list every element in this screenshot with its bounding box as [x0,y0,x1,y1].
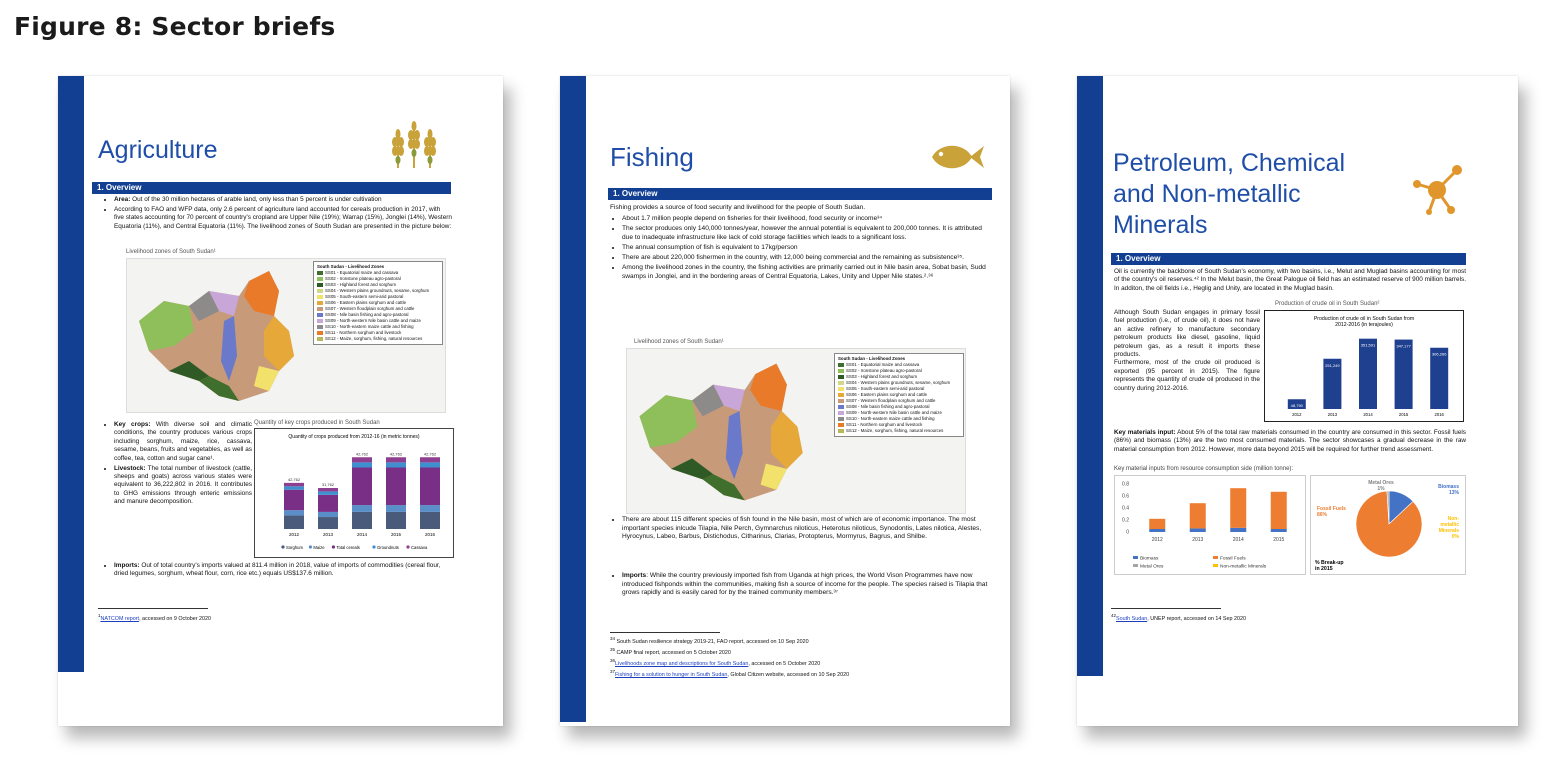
legend-swatch [838,381,844,385]
crude-caption: Production of crude oil in South Sudan² [1275,301,1380,307]
bar-segment [284,510,304,515]
y-tick-label: 0.8 [1122,481,1129,488]
legend-swatch [372,545,375,548]
legend-swatch [838,423,844,427]
data-label: 42,762 [423,451,437,457]
bullet-fishermen: • There are about 220,000 fishermen in the country, with 12,000 being commercial and the remaining as subsistence³⁵. [622,254,994,263]
bar-segment [386,505,406,512]
agri-top-text [102,196,452,233]
data-label: 251,249 [1325,362,1340,368]
bullet-imports: • Imports: Out of total country's imports valued at 811.4 million in 2018, value of imports of commodities (cereal flour, dried legumes, sorghum, wheat flour, corn, rice etc.) equals US$137.6 million. [114,562,452,579]
bar-segment [420,468,440,506]
legend-swatch [317,319,323,323]
legend-label: SS11 - Northern sorghum and livestock [846,422,923,427]
footnote: $^{35}$ CAMP final report, accessed on 5 October 2020 [610,647,731,656]
footnote: $^1$NATCOM report, accessed on 9 October 2020 [98,613,211,622]
data-label: 42,762 [287,476,301,482]
bar-segment [352,512,372,529]
slice-label: 1% [1377,486,1385,492]
legend-swatch [838,417,844,421]
legend-swatch [281,545,284,548]
bar-segment [318,512,338,517]
bar-segment [352,468,372,506]
bar-segment [284,515,304,529]
material-pie-chart-svg [1311,476,1465,574]
legend-swatch [406,545,409,548]
legend-label: SS02 - Ironstone plateau agro-pastoral [846,368,922,373]
slice-label: Metal Ores [1368,480,1394,486]
legend-swatch [838,363,844,367]
south-sudan-map-graphic [129,261,319,411]
legend-swatch [838,411,844,415]
footnote-rule [98,608,208,609]
bar-segment [386,462,406,467]
bar-segment [386,512,406,529]
legend-swatch [332,545,335,548]
petroleum-intro: Oil is currently the backbone of South Sudan's economy, with two basins, i.e., Melut and Muglad basins accounting for most of the country's oil reserves.⁴² In the Melut basin, the Great Palogue oil field has an estimated reserve of 900 million barrels. In additon, the oil fields i.e., Heglig and Unity, are located in the Muglad basin. [1114,268,1466,292]
south-sudan-map-graphic [629,352,829,512]
legend-label: SS10 - North-eastern maize cattle and fishing [846,416,935,421]
x-tick-label: 2016 [424,532,436,537]
map-legend: South Sudan - Livelihood Zones SS01 - Equatorial maize and cassava SS02 - Ironstone plateau agro-pastoral SS03 - Highland forest and sorghum SS04 - Western plains groundnuts, sesame, sorghum SS05 - South-eastern semi-arid pastoral SS06 - Eastern plains sorghum and cattle SS07 - Western floodplain sorghum and cattle SS08 - Nile basin fishing and agro-pastoral SS09 - North-western Nile basin cattle and maize SS10 - North-eastern maize cattle and fishing SS11 - Northern sorghum and livestock SS12 - Maize, sorghum, fishing, natural resources [834,353,964,437]
y-tick-label: 0.2 [1122,517,1129,524]
x-tick-label: 2014 [356,532,368,537]
slice-label: 86% [1317,512,1328,518]
legend-swatch [1133,564,1138,567]
bar-segment [1271,492,1287,529]
global-citizen-link[interactable]: Fishing for a solution to hunger in South Sudan [615,672,728,679]
petroleum-page [1077,76,1518,726]
fish-icon [930,140,986,174]
data-label: 347,177 [1396,343,1411,349]
legend-label: SS06 - Eastern plains sorghum and cattle [325,300,407,305]
fishing-page [560,76,1010,726]
legend-swatch [317,313,323,317]
bar-segment [284,490,304,510]
bar-segment [420,505,440,512]
legend-label: SS07 - Western floodplain sorghum and cattle [325,306,415,311]
legend-label: SS07 - Western floodplain sorghum and cattle [846,398,936,403]
fishing-intro: Fishing provides a source of food security and livelihood for the people of South Sudan. [610,204,866,211]
bullet-consumption: • The annual consumption of fish is equivalent to 17kg/person [622,244,994,253]
map-caption: Livelihood zones of South Sudan¹ [634,339,724,345]
bullet-zones: • Among the livelihood zones in the country, the fishing activities are primarily carried out in Nile basin area, Sobat basin, Sudd swamps in Jonglei, and in the bordering areas of Central Equatoria, Lakes, Unity and Upper Nile states.²˒³⁶ [622,264,994,281]
bar-segment [318,488,338,491]
bar-segment [352,505,372,512]
x-tick-label: 2013 [1192,537,1204,543]
legend-swatch [317,289,323,293]
legend-label: SS01 - Equatorial maize and cassava [325,270,399,275]
legend-swatch [317,277,323,281]
slice-label: 0% [1451,534,1459,540]
footnote-rule [1111,608,1221,609]
y-tick-label: 0.6 [1122,493,1129,500]
data-label: 42,762 [389,451,403,457]
bar-segment [1271,529,1287,532]
molecule-icon [1407,158,1471,222]
legend-swatch [309,545,312,548]
bar-segment [420,512,440,529]
x-tick-label: 2014 [1232,537,1244,543]
data-label: 42,762 [355,451,369,457]
material-inputs-chart [1114,475,1306,575]
bar-segment [1149,519,1165,529]
legend-swatch [317,271,323,275]
bar-segment [284,483,304,486]
legend-label: Total cereals [336,544,360,550]
bullet-species: • There are about 115 different species of fish found in the Nile basin, most of which are of economic importance. The most important species inlcude Tilapia, Nile Perch, Gymnarchus niloticus, Heterotus niloticus, Synodontis, Lates nilotica, Alestes, Hyrocynus, Labeo, Barbus, Distichodus, Citharinus, Clarias, Protopterus, Mormyrus, Bagrus, and Shilbe. [622,516,994,542]
bar-segment [352,457,372,462]
legend-swatch [838,393,844,397]
bar-segment [420,462,440,467]
legend-label: SS04 - Western plains groundnuts, sesame, sorghum [325,288,430,293]
section-header: 1. Overview [608,188,992,200]
slice-label: 13% [1448,490,1459,496]
x-tick-label: 2016 [1434,412,1444,417]
legend-label: SS05 - South-eastern semi-arid pastoral [846,386,925,391]
legend-swatch [317,301,323,305]
chart-title: % Break-up [1315,560,1344,566]
legend-label: Fossil Fuels [1220,556,1246,562]
section-header: 1. Overview [1111,253,1466,265]
map-legend: South Sudan - Livelihood Zones SS01 - Equatorial maize and cassava SS02 - Ironstone plateau agro-pastoral SS03 - Highland forest and sorghum SS04 - Western plains groundnuts, sesame, sorghum SS05 - South-eastern semi-arid pastoral SS06 - Eastern plains sorghum and cattle SS07 - Western floodplain sorghum and cattle SS08 - Nile basin fishing and agro-pastoral SS09 - North-western Nile basin cattle and maize SS10 - North-eastern maize cattle and fishing SS11 - Northern sorghum and livestock SS12 - Maize, sorghum, fishing, natural resources [313,261,443,345]
legend-label: SS12 - Maize, sorghum, fishing, natural resources [846,428,944,433]
material-caption: Key material inputs from resource consumption side (million tonne): [1114,466,1294,472]
bar [1430,348,1448,409]
legend-swatch [838,375,844,379]
fishing-top-text [610,215,994,283]
x-tick-label: 2012 [1292,412,1302,417]
legend-label: Sorghum [286,544,303,550]
legend-label: SS08 - Nile basin fishing and agro-pastoral [325,312,409,317]
bar-segment [318,491,338,494]
legend-swatch [317,283,323,287]
petroleum-left-col: Although South Sudan engages in primary fossil fuel production (i.e., of crude oil), it does not have an active refinery to manufacture secondary petroleum products like diesel, gasoline, liquid petroleum gas, as a result it imports these products. Furthermore, most of the crude oil produced is exported (95 percent in 2015). The figure represents the quantity of crude oil produced in the country during 2012-2016. [1114,309,1260,392]
legend-label: Metal Ores [1140,564,1164,570]
legend-swatch [838,429,844,433]
slice-label: Non- [1447,516,1459,522]
map-caption: Livelihood zones of South Sudan¹ [126,249,216,255]
bullet-imports: • Imports: While the country previously imported fish from Uganda at high prices, the World Vison Programmes have now introduced fishponds within the communities, making fish a source of income for the people. The species raised is Tilapia that grows rapidly and is easily cared for by the trained community members.³⁷ [622,572,994,598]
page-side-bar [58,76,84,672]
data-label: 48,790 [1290,403,1303,409]
crops-chart [254,428,454,558]
livelihood-map [126,258,446,413]
bar-segment [318,495,338,512]
legend-swatch [317,325,323,329]
legend-label: SS06 - Eastern plains sorghum and cattle [846,392,928,397]
bullet-fao: • According to FAO and WFP data, only 2.6 percent of agriculture land accounted for cereals production in 2017, with five states accounting for 70 percent of country's cropland are Upper Nile (19%); Warrap (15%), Jonglei (14%), Western Equatoria (11%), and Central Equatoria (11%). The livelihood zones of South Sudan are presented in the picture below: [114,206,452,231]
page-side-bar [560,76,586,722]
legend-item [317,336,439,342]
bar-segment [1149,529,1165,532]
crude-oil-chart-svg [1265,311,1463,421]
legend-swatch [1213,564,1218,567]
bar-segment [420,457,440,462]
data-label: 31,762 [321,482,335,487]
figure-title: Figure 8: Sector briefs [14,12,336,41]
legend-label: SS12 - Maize, sorghum, fishing, natural resources [325,336,423,341]
chart-caption: Quantity of key crops produced in South Sudan [254,420,380,426]
legend-swatch [838,405,844,409]
bar [1395,340,1413,409]
x-tick-label: 2015 [1273,537,1285,543]
page-side-bar [1077,76,1103,676]
legend-label: SS02 - Ironstone plateau agro-pastoral [325,276,401,281]
fishing-species-text [610,516,994,543]
data-label: 351,591 [1360,342,1376,348]
bar-segment [386,457,406,462]
bullet-area: • Area: Out of the 30 million hectares of arable land, only less than 5 percent is under cultivation [114,196,452,204]
x-tick-label: 2014 [1363,412,1373,417]
data-label: 306,266 [1431,351,1447,357]
footnote: $^{42}$South Sudan, UNEP report, accessed on 14 Sep 2020 [1111,613,1246,622]
legend-label: SS09 - North-western Nile basin cattle and maize [325,318,421,323]
x-tick-label: 2012 [288,532,300,537]
crude-oil-chart [1264,310,1464,422]
legend-swatch [317,337,323,341]
legend-swatch [317,307,323,311]
legend-label: SS11 - Northern sorghum and livestock [325,330,402,335]
legend-label: SS09 - North-western Nile basin cattle and maize [846,410,942,415]
slice-label: metallic [1440,522,1459,528]
y-tick-label: 0.4 [1122,505,1129,512]
chart-title: 2012-2016 (in terajoules) [1335,322,1393,328]
legend-label: SS01 - Equatorial maize and cassava [846,362,920,367]
x-tick-label: 2015 [1398,412,1409,417]
livelihood-map [626,348,966,514]
legend-label: SS10 - North-eastern maize cattle and fishing [325,324,414,329]
agri-bottom-text [102,421,252,508]
x-tick-label: 2015 [390,532,402,537]
unep-link[interactable]: South Sudan [1116,615,1148,622]
wheat-icon [388,120,440,172]
page-title: Petroleum, Chemical and Non-metallic Minerals [1113,149,1346,239]
key-materials-text: Key materials input: About 5% of the total raw materials consumed in the country are consumed in this sector. Fossil fuels (86%) and biomass (13%) are the two most consumed materials. The sector showcases a gradual decrease in the raw material consumption from 2012. However, more data beyond 2015 will be required for further trend assessment. [1114,429,1466,453]
section-header: 1. Overview [92,182,451,194]
crops-chart-svg [255,429,453,557]
bar-segment [318,517,338,529]
footnote: $^{34}$ South Sudan resilience strategy 2019-21, FAO report, accessed on 10 Sep 2020 [610,636,809,645]
footnote-rule [610,632,720,633]
natcom-link[interactable]: NATCOM report [100,615,140,622]
bullet-sector: • The sector produces only 140,000 tonnes/year, however the annual potential is equivalent to 200,000 tonnes. It is attributed due to inadequate infrastructure like lack of cold storage facilities which leads to a significant loss. [622,225,994,242]
legend-swatch [838,369,844,373]
legend-label: Maize [313,544,325,550]
legend-label: Biomass [1140,556,1159,562]
legend-label: Cassava [411,544,428,550]
bar-segment [284,486,304,489]
x-tick-label: 2012 [1151,537,1163,543]
bar [1359,339,1377,409]
footnote: $^{36}$Livelihoods zone map and descriptions for South Sudan, accessed on 5 October 2020 [610,658,821,667]
page-title: Fishing [610,142,694,172]
chart-title: Quantity of crops produced from 2012-16 (in metric tonnes) [288,434,420,440]
agri-imports-text [102,562,452,580]
legend-item [838,428,960,434]
livelihood-map-link[interactable]: Livelihoods zone map and descriptions for South Sudan [615,660,749,667]
legend-label: Groundnuts [377,544,399,550]
slice-label: Minerals [1438,528,1459,534]
legend-label: SS03 - Highland forest and sorghum [325,282,397,287]
slice-label: Fossil Fuels [1317,506,1346,512]
legend-swatch [838,387,844,391]
bar-segment [1230,488,1246,528]
bullet-key-crops: • Key crops: With diverse soil and climatic conditions, the country produces various crops including sorghum, maize, rice, cassava, sesame, beans, fruits and vegetables, as well as coffee, tea, cotton and sugar cane¹. [114,421,252,463]
legend-label: Non-metallic Minerals [1220,564,1267,570]
y-tick-label: 0 [1126,529,1129,536]
footnotes [610,635,1000,679]
page-title: Agriculture [98,136,218,164]
fishing-imports-text [610,572,994,599]
bullet-livelihood: • About 1.7 million people depend on fisheries for their livelihood, food security or income³⁴ [622,215,994,224]
agriculture-page [58,76,503,726]
bar-segment [386,468,406,506]
slice-label: Biomass [1438,484,1459,490]
legend-swatch [317,295,323,299]
material-pie-chart [1310,475,1466,575]
bullet-livestock: • Livestock: The total number of livestock (cattle, sheeps and goats) across various states were equivalent to 36,222,802 in 2016. It contributes to GHG emissions through enteric emissions and manure decomposition. [114,465,252,507]
bar-segment [1230,528,1246,532]
x-tick-label: 2013 [322,532,334,537]
footnote: $^{37}$Fishing for a solution to hunger in South Sudan, Global Citizen website, accessed on 10 Sep 2020 [610,669,850,679]
legend-swatch [1213,556,1218,559]
bar-segment [352,462,372,467]
bar-segment [1190,528,1206,532]
bar-segment [1190,503,1206,528]
legend-swatch [317,331,323,335]
chart-title: Production of crude oil in South Sudan from [1313,316,1415,322]
legend-label: SS08 - Nile basin fishing and agro-pastoral [846,404,930,409]
legend-label: SS05 - South-eastern semi-arid pastoral [325,294,404,299]
chart-title: in 2015 [1315,566,1333,572]
x-tick-label: 2013 [1327,412,1338,417]
legend-swatch [838,399,844,403]
material-inputs-chart-svg [1115,476,1305,574]
legend-label: SS04 - Western plains groundnuts, sesame, sorghum [846,380,951,385]
legend-label: SS03 - Highland forest and sorghum [846,374,918,379]
legend-swatch [1133,556,1138,559]
